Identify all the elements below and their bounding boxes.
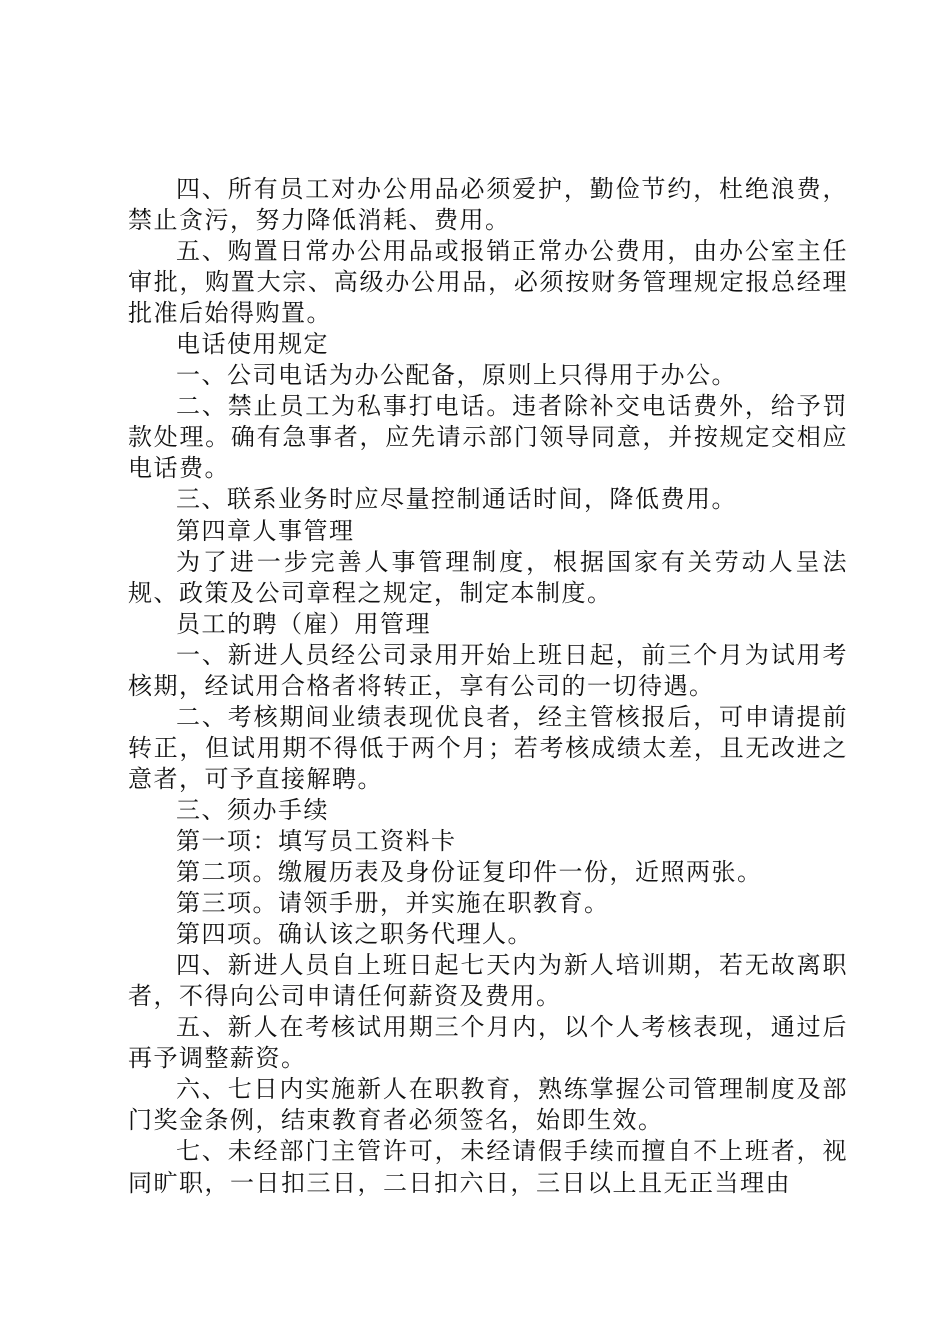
paragraph-employment-3: 三、须办手续 [176,795,329,824]
paragraph-employment-7: 七、未经部门主管许可，未经请假手续而擅自不上班者，视同旷职，一日扣三日，二日扣六日，三日以上且无正当理由 [128,1137,848,1197]
paragraph-procedure-item-1: 第一项：填写员工资料卡 [176,826,457,855]
paragraph-employment-5: 五、新人在考核试用期三个月内，以个人考核表现，通过后再予调整薪资。 [128,1013,848,1073]
document-page [128,174,848,1199]
paragraph-employment-4: 四、新进人员自上班日起七天内为新人培训期，若无故离职者，不得向公司申请任何薪资及费用。 [128,951,848,1011]
paragraph-procedure-item-2: 第二项。缴履历表及身份证复印件一份，近照两张。 [176,858,763,887]
paragraph-procedure-item-4: 第四项。确认该之职务代理人。 [176,920,533,949]
paragraph-hr-intro: 为了进一步完善人事管理制度，根据国家有关劳动人呈法规、政策及公司章程之规定，制定本制度。 [128,547,848,607]
paragraph-office-supplies-care: 四、所有员工对办公用品必须爱护，勤俭节约，杜绝浪费，禁止贪污，努力降低消耗、费用。 [128,175,848,235]
paragraph-employment-1: 一、新进人员经公司录用开始上班日起，前三个月为试用考核期，经试用合格者将转正，享有公司的一切待遇。 [128,640,848,700]
paragraph-office-supplies-purchase: 五、购置日常办公用品或报销正常办公费用，由办公室主任审批，购置大宗、高级办公用品，必须按财务管理规定报总经理批准后始得购置。 [128,237,848,328]
paragraph-phone-rule-3: 三、联系业务时应尽量控制通话时间，降低费用。 [176,485,737,514]
paragraph-employment-6: 六、七日内实施新人在职教育，熟练掌握公司管理制度及部门奖金条例，结束教育者必须签名，始即生效。 [128,1075,848,1135]
paragraph-procedure-item-3: 第三项。请领手册，并实施在职教育。 [176,889,610,918]
paragraph-employment-2: 二、考核期间业绩表现优良者，经主管核报后，可申请提前转正，但试用期不得低于两个月；若考核成绩太差，且无改进之意者，可予直接解聘。 [128,702,848,793]
paragraph-phone-rule-1: 一、公司电话为办公配备，原则上只得用于办公。 [176,361,737,390]
section-heading-phone-rules: 电话使用规定 [176,330,329,359]
paragraph-phone-rule-2: 二、禁止员工为私事打电话。违者除补交电话费外，给予罚款处理。确有急事者，应先请示部门领导同意，并按规定交相应电话费。 [128,392,848,483]
chapter-heading-hr: 第四章人事管理 [176,516,355,545]
section-heading-employment: 员工的聘（雇）用管理 [176,609,431,638]
